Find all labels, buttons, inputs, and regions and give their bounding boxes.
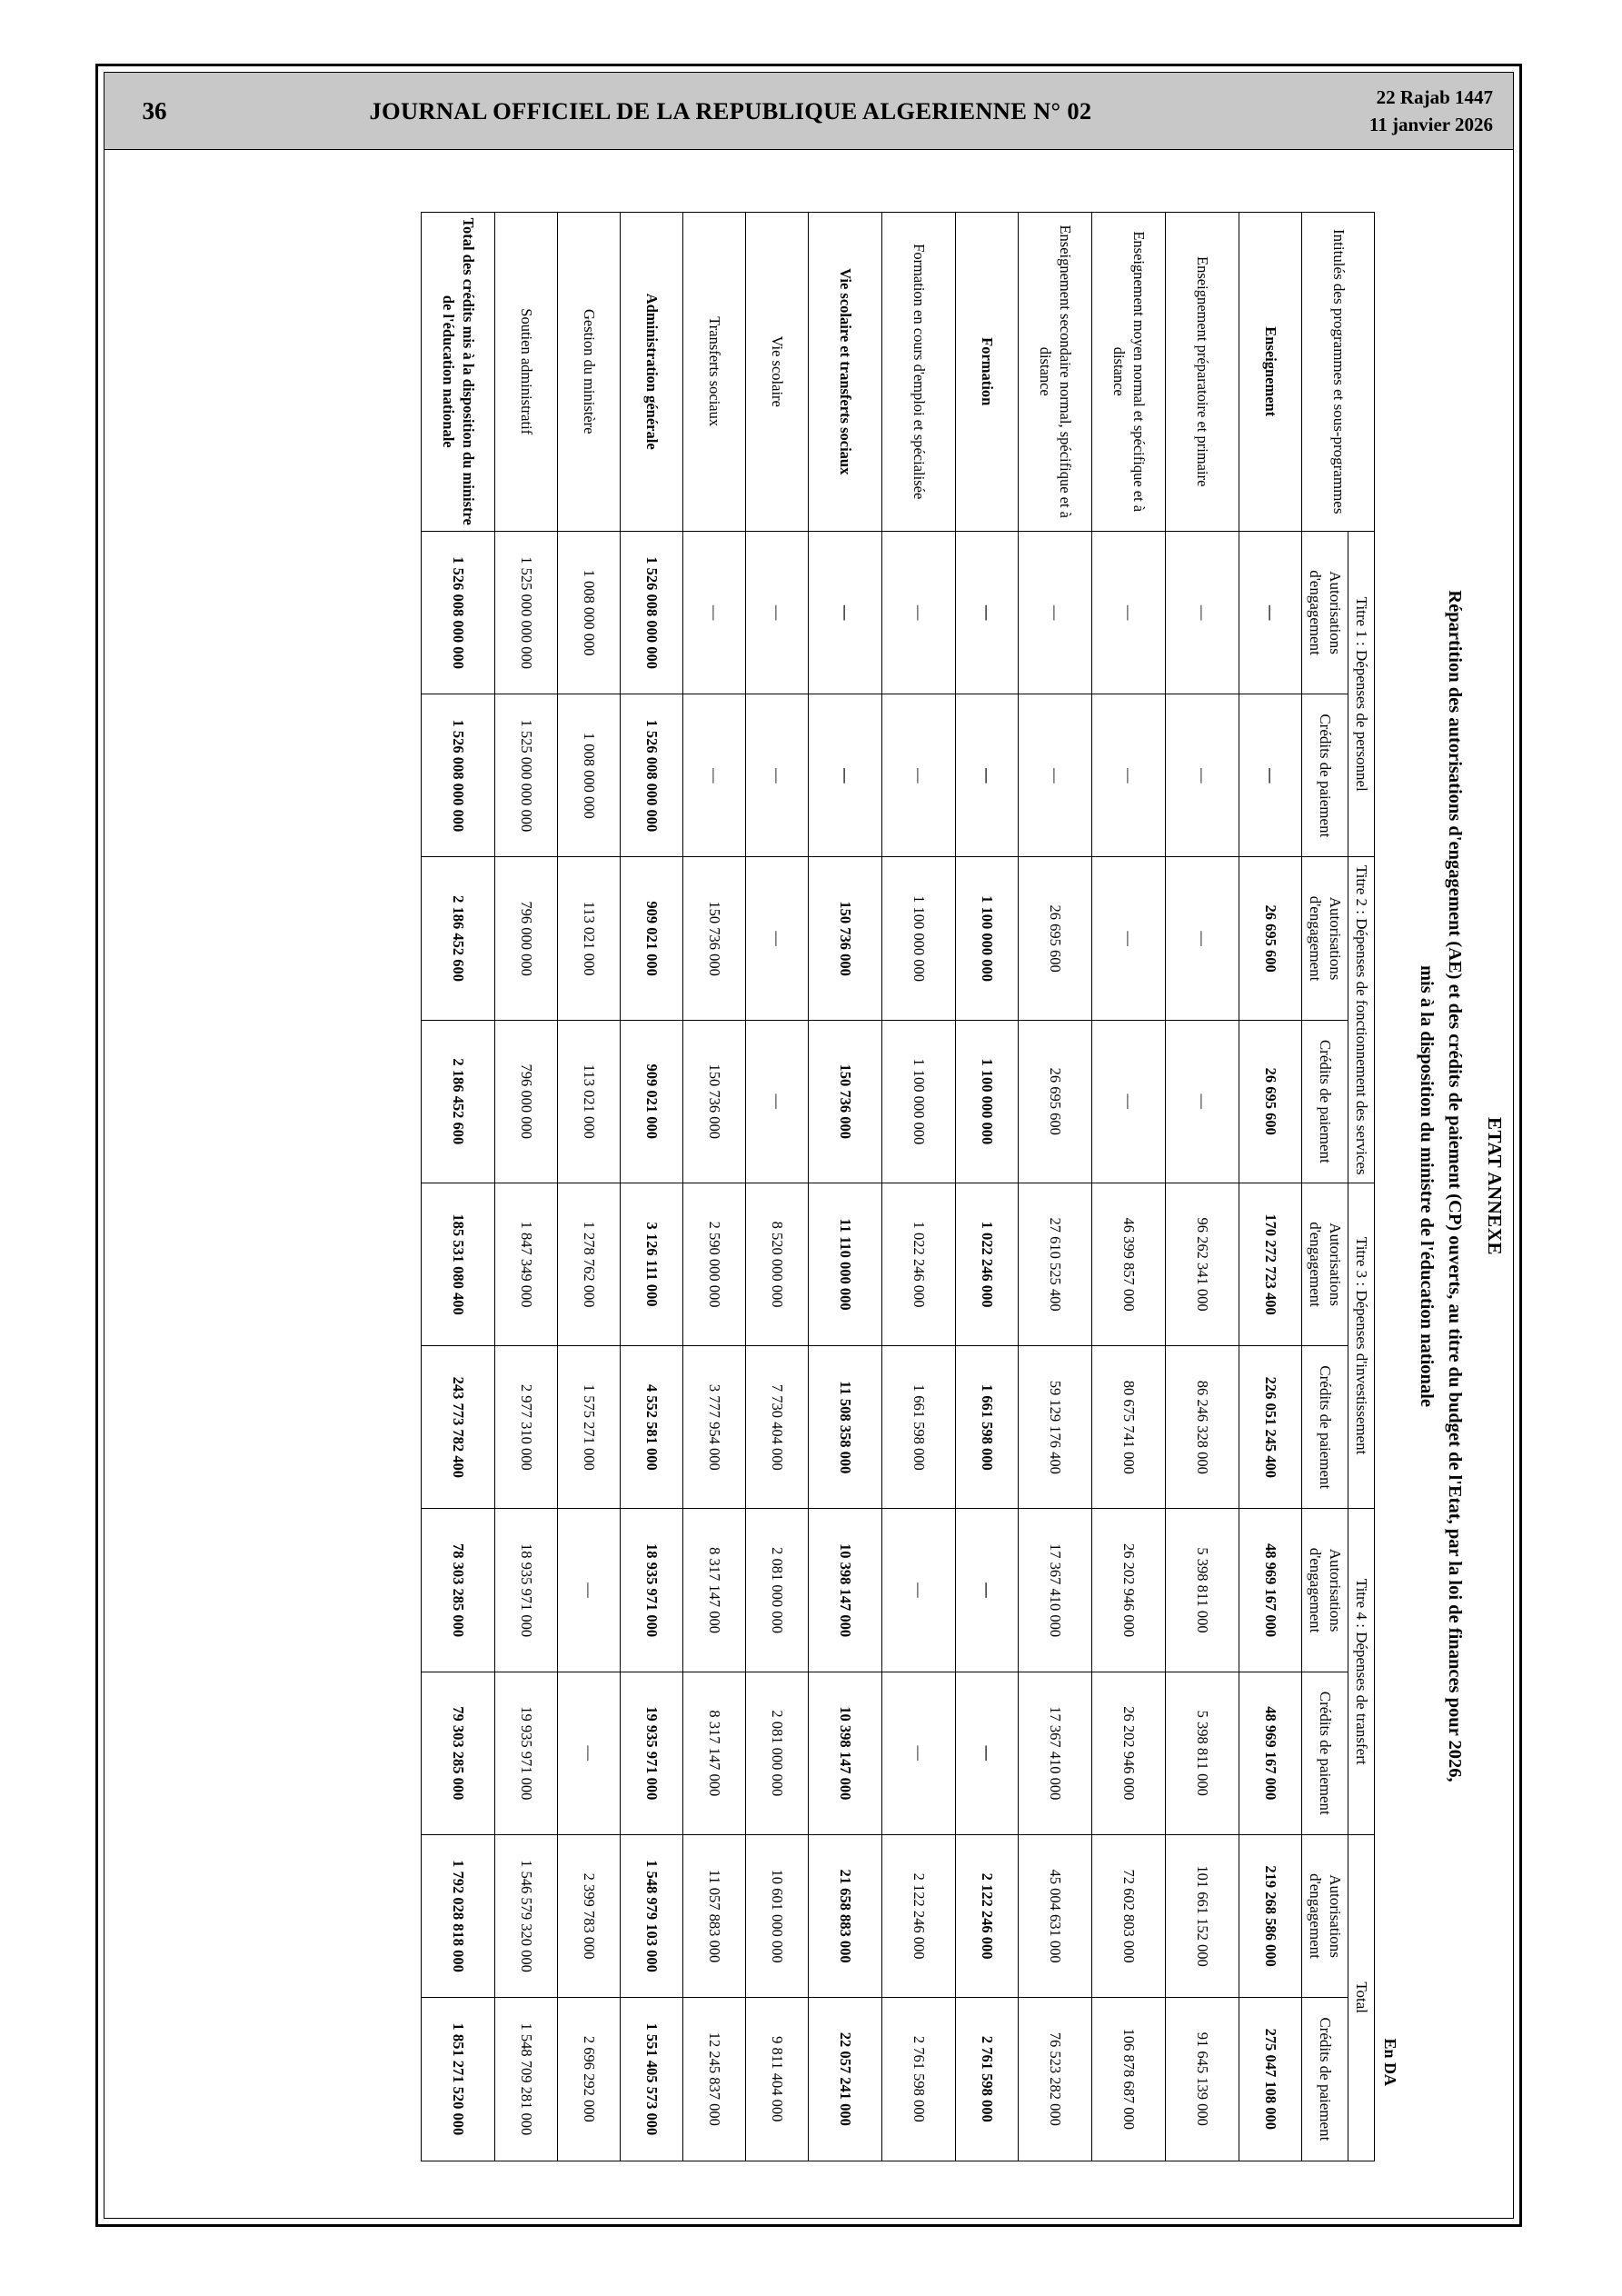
row-value: 8 317 147 000 <box>683 1509 746 1672</box>
row-value: — <box>683 694 746 857</box>
row-value: 1 100 000 000 <box>956 857 1019 1020</box>
row-value: 2 122 246 000 <box>882 1834 956 1997</box>
row-value: 150 736 000 <box>683 857 746 1020</box>
row-value: 1 548 709 281 000 <box>495 1998 558 2161</box>
document-title-line2: mis à la disposition du ministre de l'éducation nationale <box>1417 964 1438 1407</box>
subheader-ae-total: Autorisations d'engagement <box>1302 1834 1348 1997</box>
row-value: — <box>1019 694 1092 857</box>
row-value: 1 847 349 000 <box>495 1183 558 1345</box>
row-value: 45 004 631 000 <box>1019 1834 1092 1997</box>
row-value: 1 526 008 000 000 <box>422 531 495 694</box>
row-value: 2 761 598 000 <box>882 1998 956 2161</box>
header-programmes: Intitulés des programmes et sous-programmes <box>1302 212 1375 531</box>
table-row <box>882 212 956 2161</box>
row-value: 1 022 246 000 <box>956 1183 1019 1345</box>
row-label: Transferts sociaux <box>683 212 746 531</box>
row-value: 226 051 245 400 <box>1239 1346 1302 1509</box>
row-value: 796 000 000 <box>495 1020 558 1183</box>
row-value: 2 186 452 600 <box>422 857 495 1020</box>
row-value: 5 398 811 000 <box>1166 1509 1239 1672</box>
row-value: 17 367 410 000 <box>1019 1509 1092 1672</box>
row-value: 150 736 000 <box>809 1020 882 1183</box>
row-value: — <box>1092 694 1166 857</box>
row-value: 46 399 857 000 <box>1092 1183 1166 1345</box>
row-value: 101 661 152 000 <box>1166 1834 1239 1997</box>
row-value: 113 021 000 <box>558 1020 621 1183</box>
document-heading <box>1381 150 1519 2222</box>
table-row <box>1239 212 1302 2161</box>
row-value: 12 245 837 000 <box>683 1998 746 2161</box>
header-titre3: Titre 3 : Dépenses d'investissement <box>1348 1183 1375 1509</box>
row-label: Soutien administratif <box>495 212 558 531</box>
row-value: — <box>746 857 809 1020</box>
subheader-cp-total: Crédits de paiement <box>1302 1998 1348 2161</box>
row-value: 10 398 147 000 <box>809 1672 882 1834</box>
row-value: 11 110 000 000 <box>809 1183 882 1345</box>
row-value: 1 278 762 000 <box>558 1183 621 1345</box>
row-value: 76 523 282 000 <box>1019 1998 1092 2161</box>
table-group-header-row <box>1348 212 1375 2161</box>
row-value: 21 658 883 000 <box>809 1834 882 1997</box>
row-value: 26 202 946 000 <box>1092 1509 1166 1672</box>
row-value: 18 935 971 000 <box>621 1509 683 1672</box>
row-value: 79 303 285 000 <box>422 1672 495 1834</box>
row-label: Enseignement moyen normal et spécifique et à distance <box>1092 212 1166 531</box>
row-value: — <box>1166 857 1239 1020</box>
row-value: 86 246 328 000 <box>1166 1346 1239 1509</box>
row-value: 2 696 292 000 <box>558 1998 621 2161</box>
row-value: — <box>1092 1020 1166 1183</box>
budget-table <box>421 212 1375 2161</box>
row-value: 5 398 811 000 <box>1166 1672 1239 1834</box>
row-label: Total des crédits mis à la disposition du ministre de l'éducation nationale <box>422 212 495 531</box>
row-value: 219 268 586 000 <box>1239 1834 1302 1997</box>
row-value: 1 526 008 000 000 <box>621 694 683 857</box>
row-value: — <box>558 1672 621 1834</box>
row-label: Enseignement secondaire normal, spécifique et à distance <box>1019 212 1092 531</box>
subheader-cp-1: Crédits de paiement <box>1302 694 1348 857</box>
row-value: 1 525 000 000 000 <box>495 531 558 694</box>
annex-label: ETAT ANNEXE <box>1484 1117 1506 1255</box>
row-value: — <box>882 1509 956 1672</box>
row-value: 1 526 008 000 000 <box>422 694 495 857</box>
row-value: 170 272 723 400 <box>1239 1183 1302 1345</box>
header-titre1: Titre 1 : Dépenses de personnel <box>1348 531 1375 857</box>
row-label: Formation en cours d'emploi et spécialisée <box>882 212 956 531</box>
row-label: Enseignement <box>1239 212 1302 531</box>
row-value: 26 695 600 <box>1019 1020 1092 1183</box>
subheader-ae-2: Autorisations d'engagement <box>1302 857 1348 1020</box>
row-value: 1 546 579 320 000 <box>495 1834 558 1997</box>
row-value: 19 935 971 000 <box>621 1672 683 1834</box>
row-value: 11 508 358 000 <box>809 1346 882 1509</box>
page-header <box>104 73 1513 150</box>
row-value: — <box>683 531 746 694</box>
row-value: 7 730 404 000 <box>746 1346 809 1509</box>
row-value: 11 057 883 000 <box>683 1834 746 1997</box>
row-value: — <box>1092 857 1166 1020</box>
row-value: 10 398 147 000 <box>809 1509 882 1672</box>
table-row <box>1166 212 1239 2161</box>
subheader-ae-1: Autorisations d'engagement <box>1302 531 1348 694</box>
row-value: 1 661 598 000 <box>956 1346 1019 1509</box>
date-gregorian: 11 janvier 2026 <box>1368 114 1493 135</box>
subheader-cp-4: Crédits de paiement <box>1302 1672 1348 1834</box>
row-value: 2 122 246 000 <box>956 1834 1019 1997</box>
row-value: 185 531 080 400 <box>422 1183 495 1345</box>
row-value: 1 792 028 818 000 <box>422 1834 495 1997</box>
table-row <box>956 212 1019 2161</box>
row-value: 1 551 405 573 000 <box>621 1998 683 2161</box>
journal-title: JOURNAL OFFICIEL DE LA REPUBLIQUE ALGERIENNE N° 02 <box>369 96 1092 125</box>
row-value: 18 935 971 000 <box>495 1509 558 1672</box>
document-page <box>95 64 1522 2227</box>
document-title-line1: Répartition des autorisations d'engagement (AE) et des crédits de paiement (CP) ouverts, au titre du budget de l'Etat, par la loi de finances pour 2026, <box>1445 590 1465 1782</box>
row-value: 22 057 241 000 <box>809 1998 882 2161</box>
row-label: Vie scolaire <box>746 212 809 531</box>
row-value: 113 021 000 <box>558 857 621 1020</box>
row-value: — <box>558 1509 621 1672</box>
row-value: 150 736 000 <box>809 857 882 1020</box>
row-value: 2 761 598 000 <box>956 1998 1019 2161</box>
row-value: 243 773 782 400 <box>422 1346 495 1509</box>
row-value: 1 575 271 000 <box>558 1346 621 1509</box>
row-value: 26 202 946 000 <box>1092 1672 1166 1834</box>
row-value: 3 126 111 000 <box>621 1183 683 1345</box>
subheader-ae-4: Autorisations d'engagement <box>1302 1509 1348 1672</box>
row-label: Administration générale <box>621 212 683 531</box>
row-value: 59 129 176 400 <box>1019 1346 1092 1509</box>
row-label: Gestion du ministère <box>558 212 621 531</box>
row-value: 2 399 783 000 <box>558 1834 621 1997</box>
row-value: 2 081 000 000 <box>746 1672 809 1834</box>
row-value: 106 878 687 000 <box>1092 1998 1166 2161</box>
row-value: 17 367 410 000 <box>1019 1672 1092 1834</box>
row-value: 26 695 600 <box>1239 1020 1302 1183</box>
row-value: 9 811 404 000 <box>746 1998 809 2161</box>
row-value: 1 100 000 000 <box>956 1020 1019 1183</box>
row-value: 8 520 000 000 <box>746 1183 809 1345</box>
row-value: 2 590 000 000 <box>683 1183 746 1345</box>
row-value: — <box>809 694 882 857</box>
rotated-content-area <box>104 150 1518 2222</box>
row-value: 1 548 979 103 000 <box>621 1834 683 1997</box>
row-value: 1 100 000 000 <box>882 857 956 1020</box>
table-row <box>621 212 683 2161</box>
table-row <box>809 212 882 2161</box>
row-value: 2 186 452 600 <box>422 1020 495 1183</box>
row-value: — <box>956 1672 1019 1834</box>
row-value: 2 977 310 000 <box>495 1346 558 1509</box>
subheader-cp-2: Crédits de paiement <box>1302 1020 1348 1183</box>
row-value: — <box>1239 694 1302 857</box>
table-row <box>422 212 495 2161</box>
row-value: 19 935 971 000 <box>495 1672 558 1834</box>
row-value: 1 022 246 000 <box>882 1183 956 1345</box>
row-label: Formation <box>956 212 1019 531</box>
row-value: — <box>1092 531 1166 694</box>
header-total: Total <box>1348 1834 1375 2161</box>
row-value: — <box>746 1020 809 1183</box>
table-row <box>1092 212 1166 2161</box>
row-value: — <box>956 531 1019 694</box>
row-value: — <box>809 531 882 694</box>
row-value: 96 262 341 000 <box>1166 1183 1239 1345</box>
row-value: — <box>1166 1020 1239 1183</box>
row-value: 1 851 271 520 000 <box>422 1998 495 2161</box>
row-label: Vie scolaire et transferts sociaux <box>809 212 882 531</box>
row-value: 1 525 000 000 000 <box>495 694 558 857</box>
row-value: — <box>956 1509 1019 1672</box>
subheader-cp-3: Crédits de paiement <box>1302 1346 1348 1509</box>
row-value: 796 000 000 <box>495 857 558 1020</box>
row-value: 150 736 000 <box>683 1020 746 1183</box>
row-value: 10 601 000 000 <box>746 1834 809 1997</box>
row-value: 26 695 600 <box>1019 857 1092 1020</box>
subheader-ae-3: Autorisations d'engagement <box>1302 1183 1348 1345</box>
date-hijri: 22 Rajab 1447 <box>1376 85 1493 108</box>
table-row <box>495 212 558 2161</box>
row-value: 909 021 000 <box>621 1020 683 1183</box>
row-value: — <box>882 1672 956 1834</box>
row-value: 48 969 167 000 <box>1239 1509 1302 1672</box>
row-value: — <box>1019 531 1092 694</box>
row-value: — <box>1239 531 1302 694</box>
row-value: 1 526 008 000 000 <box>621 531 683 694</box>
table-body <box>422 212 1302 2161</box>
row-value: 91 645 139 000 <box>1166 1998 1239 2161</box>
row-value: — <box>746 531 809 694</box>
document-title <box>1413 414 1469 1959</box>
rotated-content <box>104 150 1518 2222</box>
row-value: 8 317 147 000 <box>683 1672 746 1834</box>
row-value: 3 777 954 000 <box>683 1346 746 1509</box>
header-dates <box>1257 84 1513 139</box>
row-value: 4 552 581 000 <box>621 1346 683 1509</box>
row-value: 1 008 000 000 <box>558 694 621 857</box>
table-row <box>683 212 746 2161</box>
row-value: 1 661 598 000 <box>882 1346 956 1509</box>
table-row <box>746 212 809 2161</box>
row-value: 1 008 000 000 <box>558 531 621 694</box>
row-value: 80 675 741 000 <box>1092 1346 1166 1509</box>
row-value: 275 047 108 000 <box>1239 1998 1302 2161</box>
row-value: — <box>956 694 1019 857</box>
header-titre2: Titre 2 : Dépenses de fonctionnement des services <box>1348 857 1375 1183</box>
table-row <box>1019 212 1092 2161</box>
page-inner-border <box>104 72 1514 2219</box>
header-titre4: Titre 4 : Dépenses de transfert <box>1348 1509 1375 1834</box>
row-value: — <box>1166 694 1239 857</box>
row-value: — <box>1166 531 1239 694</box>
currency-unit: En DA <box>1381 2038 1400 2086</box>
row-value: 48 969 167 000 <box>1239 1672 1302 1834</box>
row-value: 909 021 000 <box>621 857 683 1020</box>
row-value: — <box>882 694 956 857</box>
table-row <box>558 212 621 2161</box>
page-number: 36 <box>142 96 167 125</box>
row-value: — <box>746 694 809 857</box>
row-value: 1 100 000 000 <box>882 1020 956 1183</box>
row-label: Enseignement préparatoire et primaire <box>1166 212 1239 531</box>
row-value: 2 081 000 000 <box>746 1509 809 1672</box>
row-value: 72 602 803 000 <box>1092 1834 1166 1997</box>
row-value: 78 303 285 000 <box>422 1509 495 1672</box>
row-value: — <box>882 531 956 694</box>
row-value: 26 695 600 <box>1239 857 1302 1020</box>
row-value: 27 610 525 400 <box>1019 1183 1092 1345</box>
